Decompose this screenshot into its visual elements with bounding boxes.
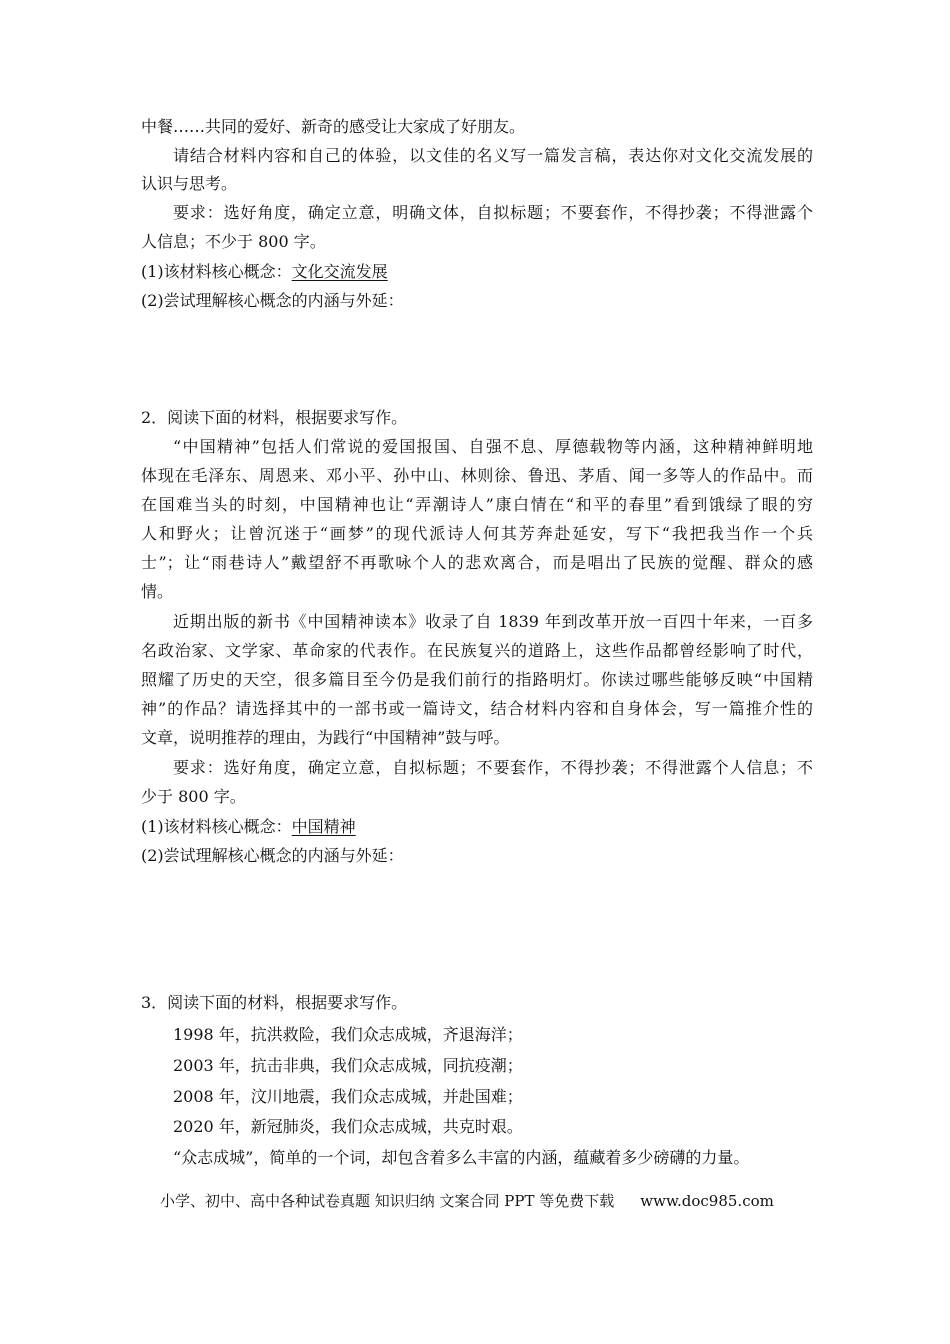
question-1-prefix: (1)该材料核心概念： <box>141 817 292 836</box>
sec1-line-3: 认识与思考。 <box>141 174 238 193</box>
sec2-para2-line-4: 神”的作品？请选择其中的一部书或一篇诗文，结合材料内容和自身体会，写一篇推介性的 <box>141 699 813 718</box>
sec3-heading: 3．阅读下面的材料，根据要求写作。 <box>141 993 408 1012</box>
sec3-item-2008: 2008 年，汶川地震，我们众志成城，并赴国难； <box>173 1087 523 1106</box>
question-1-prefix: (1)该材料核心概念： <box>141 262 292 281</box>
sec2-para1-line-4: 人和野火；让曾沉迷于“画梦”的现代派诗人何其芳奔赴延安，写下“我把我当作一个兵 <box>141 524 813 543</box>
sec3-item-2020: 2020 年，新冠肺炎，我们众志成城，共克时艰。 <box>173 1117 523 1136</box>
core-concept-answer: 中国精神 <box>291 817 356 836</box>
sec2-para2-line-1: 近期出版的新书《中国精神读本》收录了自 1839 年到改革开放一百四十年来，一百多 <box>173 612 813 631</box>
sec1-line-2: 请结合材料内容和自己的体验，以文佳的名义写一篇发言稿，表达你对文化交流发展的 <box>173 146 813 165</box>
footer-site-link[interactable]: www.doc985.com <box>640 1192 774 1210</box>
sec3-closing-line: “众志成城”，简单的一个词，却包含着多么丰富的内涵，蕴藏着多少磅礴的力量。 <box>173 1148 750 1167</box>
sec1-question-2: (2)尝试理解核心概念的内涵与外延： <box>141 291 404 310</box>
sec2-question-1 <box>141 817 813 837</box>
sec2-requirement-line-2: 少于 800 字。 <box>141 787 246 806</box>
sec2-heading: 2．阅读下面的材料，根据要求写作。 <box>141 408 408 427</box>
page-footer <box>160 1191 800 1211</box>
sec2-para1-line-3: 在国难当头的时刻，中国精神也让“弄潮诗人”康白情在“和平的春里”看到饿绿了眼的穷 <box>141 495 813 514</box>
sec3-item-2003: 2003 年，抗击非典，我们众志成城，同抗疫潮； <box>173 1056 523 1075</box>
sec1-requirement-line-1: 要求：选好角度，确定立意，明确文体，自拟标题；不要套作，不得抄袭；不得泄露个 <box>173 203 813 222</box>
sec2-para2-line-5: 文章，说明推荐的理由，为践行“中国精神”鼓与呼。 <box>141 728 510 747</box>
sec3-item-1998: 1998 年，抗洪救险，我们众志成城，齐退海洋； <box>173 1025 523 1044</box>
sec2-para2-line-2: 名政治家、文学家、革命家的代表作。在民族复兴的道路上，这些作品都曾经影响了时代， <box>141 641 813 660</box>
sec2-para1-line-2: 体现在毛泽东、周恩来、邓小平、孙中山、林则徐、鲁迅、茅盾、闻一多等人的作品中。而 <box>141 466 813 485</box>
sec2-requirement-line-1: 要求：选好角度，确定立意，自拟标题；不要套作，不得抄袭；不得泄露个人信息；不 <box>173 758 813 777</box>
sec2-para1-line-6: 情。 <box>141 582 174 601</box>
sec2-para1-line-5: 士”；让“雨巷诗人”戴望舒不再歌咏个人的悲欢离合，而是唱出了民族的觉醒、群众的感 <box>141 553 813 572</box>
sec1-requirement-line-2: 人信息；不少于 800 字。 <box>141 232 326 251</box>
sec2-question-2: (2)尝试理解核心概念的内涵与外延： <box>141 846 404 865</box>
sec1-line-1: 中餐……共同的爱好、新奇的感受让大家成了好朋友。 <box>141 117 526 136</box>
sec2-para2-line-3: 照耀了历史的天空，很多篇目至今仍是我们前行的指路明灯。你读过哪些能够反映“中国精 <box>141 670 813 689</box>
sec2-para1-line-1: “中国精神”包括人们常说的爱国报国、自强不息、厚德载物等内涵，这种精神鲜明地 <box>173 437 813 456</box>
footer-text: 小学、初中、高中各种试卷真题 知识归纳 文案合同 PPT 等免费下载 <box>160 1192 615 1210</box>
core-concept-answer: 文化交流发展 <box>291 262 388 281</box>
sec1-question-1 <box>141 262 813 282</box>
